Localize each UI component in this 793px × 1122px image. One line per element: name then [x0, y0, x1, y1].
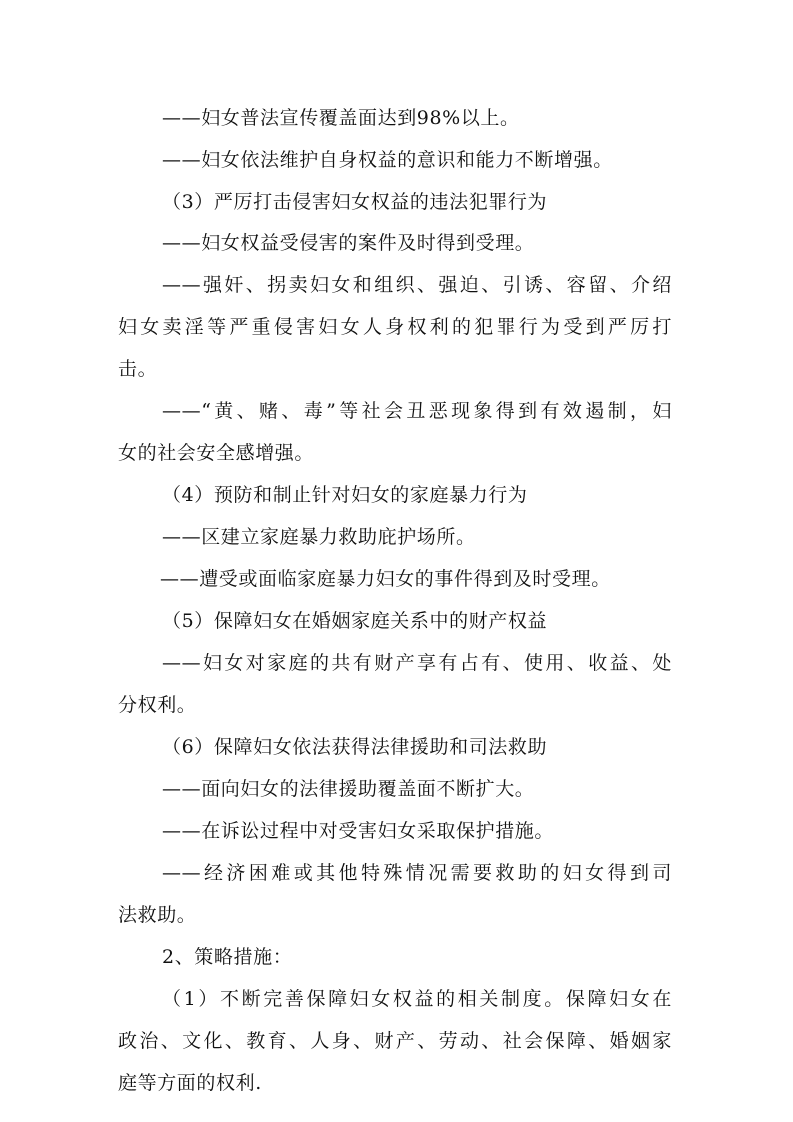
- section-heading: 2、策略措施：: [162, 946, 293, 968]
- text-line: （1）不断完善保障妇女权益的相关制度。保障妇女在: [162, 988, 672, 1010]
- text-line: ——妇女对家庭的共有财产享有占有、使用、收益、处: [162, 652, 672, 674]
- text-line: ——遭受或面临家庭暴力妇女的事件得到及时受理。: [160, 568, 611, 590]
- text-line: ——妇女依法维护自身权益的意识和能力不断增强。: [162, 149, 613, 171]
- section-heading: （5）保障妇女在婚姻家庭关系中的财产权益: [162, 610, 548, 632]
- text-line: 女的社会安全感增强。: [118, 442, 315, 464]
- text-line: ——在诉讼过程中对受害妇女采取保护措施。: [162, 820, 555, 842]
- text-line: ——面向妇女的法律援助覆盖面不断扩大。: [162, 778, 535, 800]
- section-heading: （6）保障妇女依法获得法律援助和司法救助: [162, 736, 548, 758]
- text-line: ——经济困难或其他特殊情况需要救助的妇女得到司: [162, 862, 672, 884]
- text-line: ——妇女普法宣传覆盖面达到98%以上。: [162, 107, 520, 129]
- text-line: 击。: [118, 358, 158, 380]
- text-line: 政治、文化、教育、人身、财产、劳动、社会保障、婚姻家: [118, 1030, 672, 1052]
- text-line: 法救助。: [118, 904, 197, 926]
- text-line: ——区建立家庭暴力救助庇护场所。: [162, 526, 476, 548]
- text-line: 妇女卖淫等严重侵害妇女人身权利的犯罪行为受到严厉打: [118, 316, 672, 338]
- text-line: ——妇女权益受侵害的案件及时得到受理。: [162, 232, 535, 254]
- text-line: ——“黄、赌、毒”等社会丑恶现象得到有效遏制，妇: [162, 400, 672, 422]
- text-line: ——强奸、拐卖妇女和组织、强迫、引诱、容留、介绍: [162, 274, 672, 296]
- text-line: 分权利。: [118, 694, 197, 716]
- text-line: 庭等方面的权利.: [118, 1072, 262, 1094]
- section-heading: （4）预防和制止针对妇女的家庭暴力行为: [162, 484, 528, 506]
- section-heading: （3）严厉打击侵害妇女权益的违法犯罪行为: [162, 191, 548, 213]
